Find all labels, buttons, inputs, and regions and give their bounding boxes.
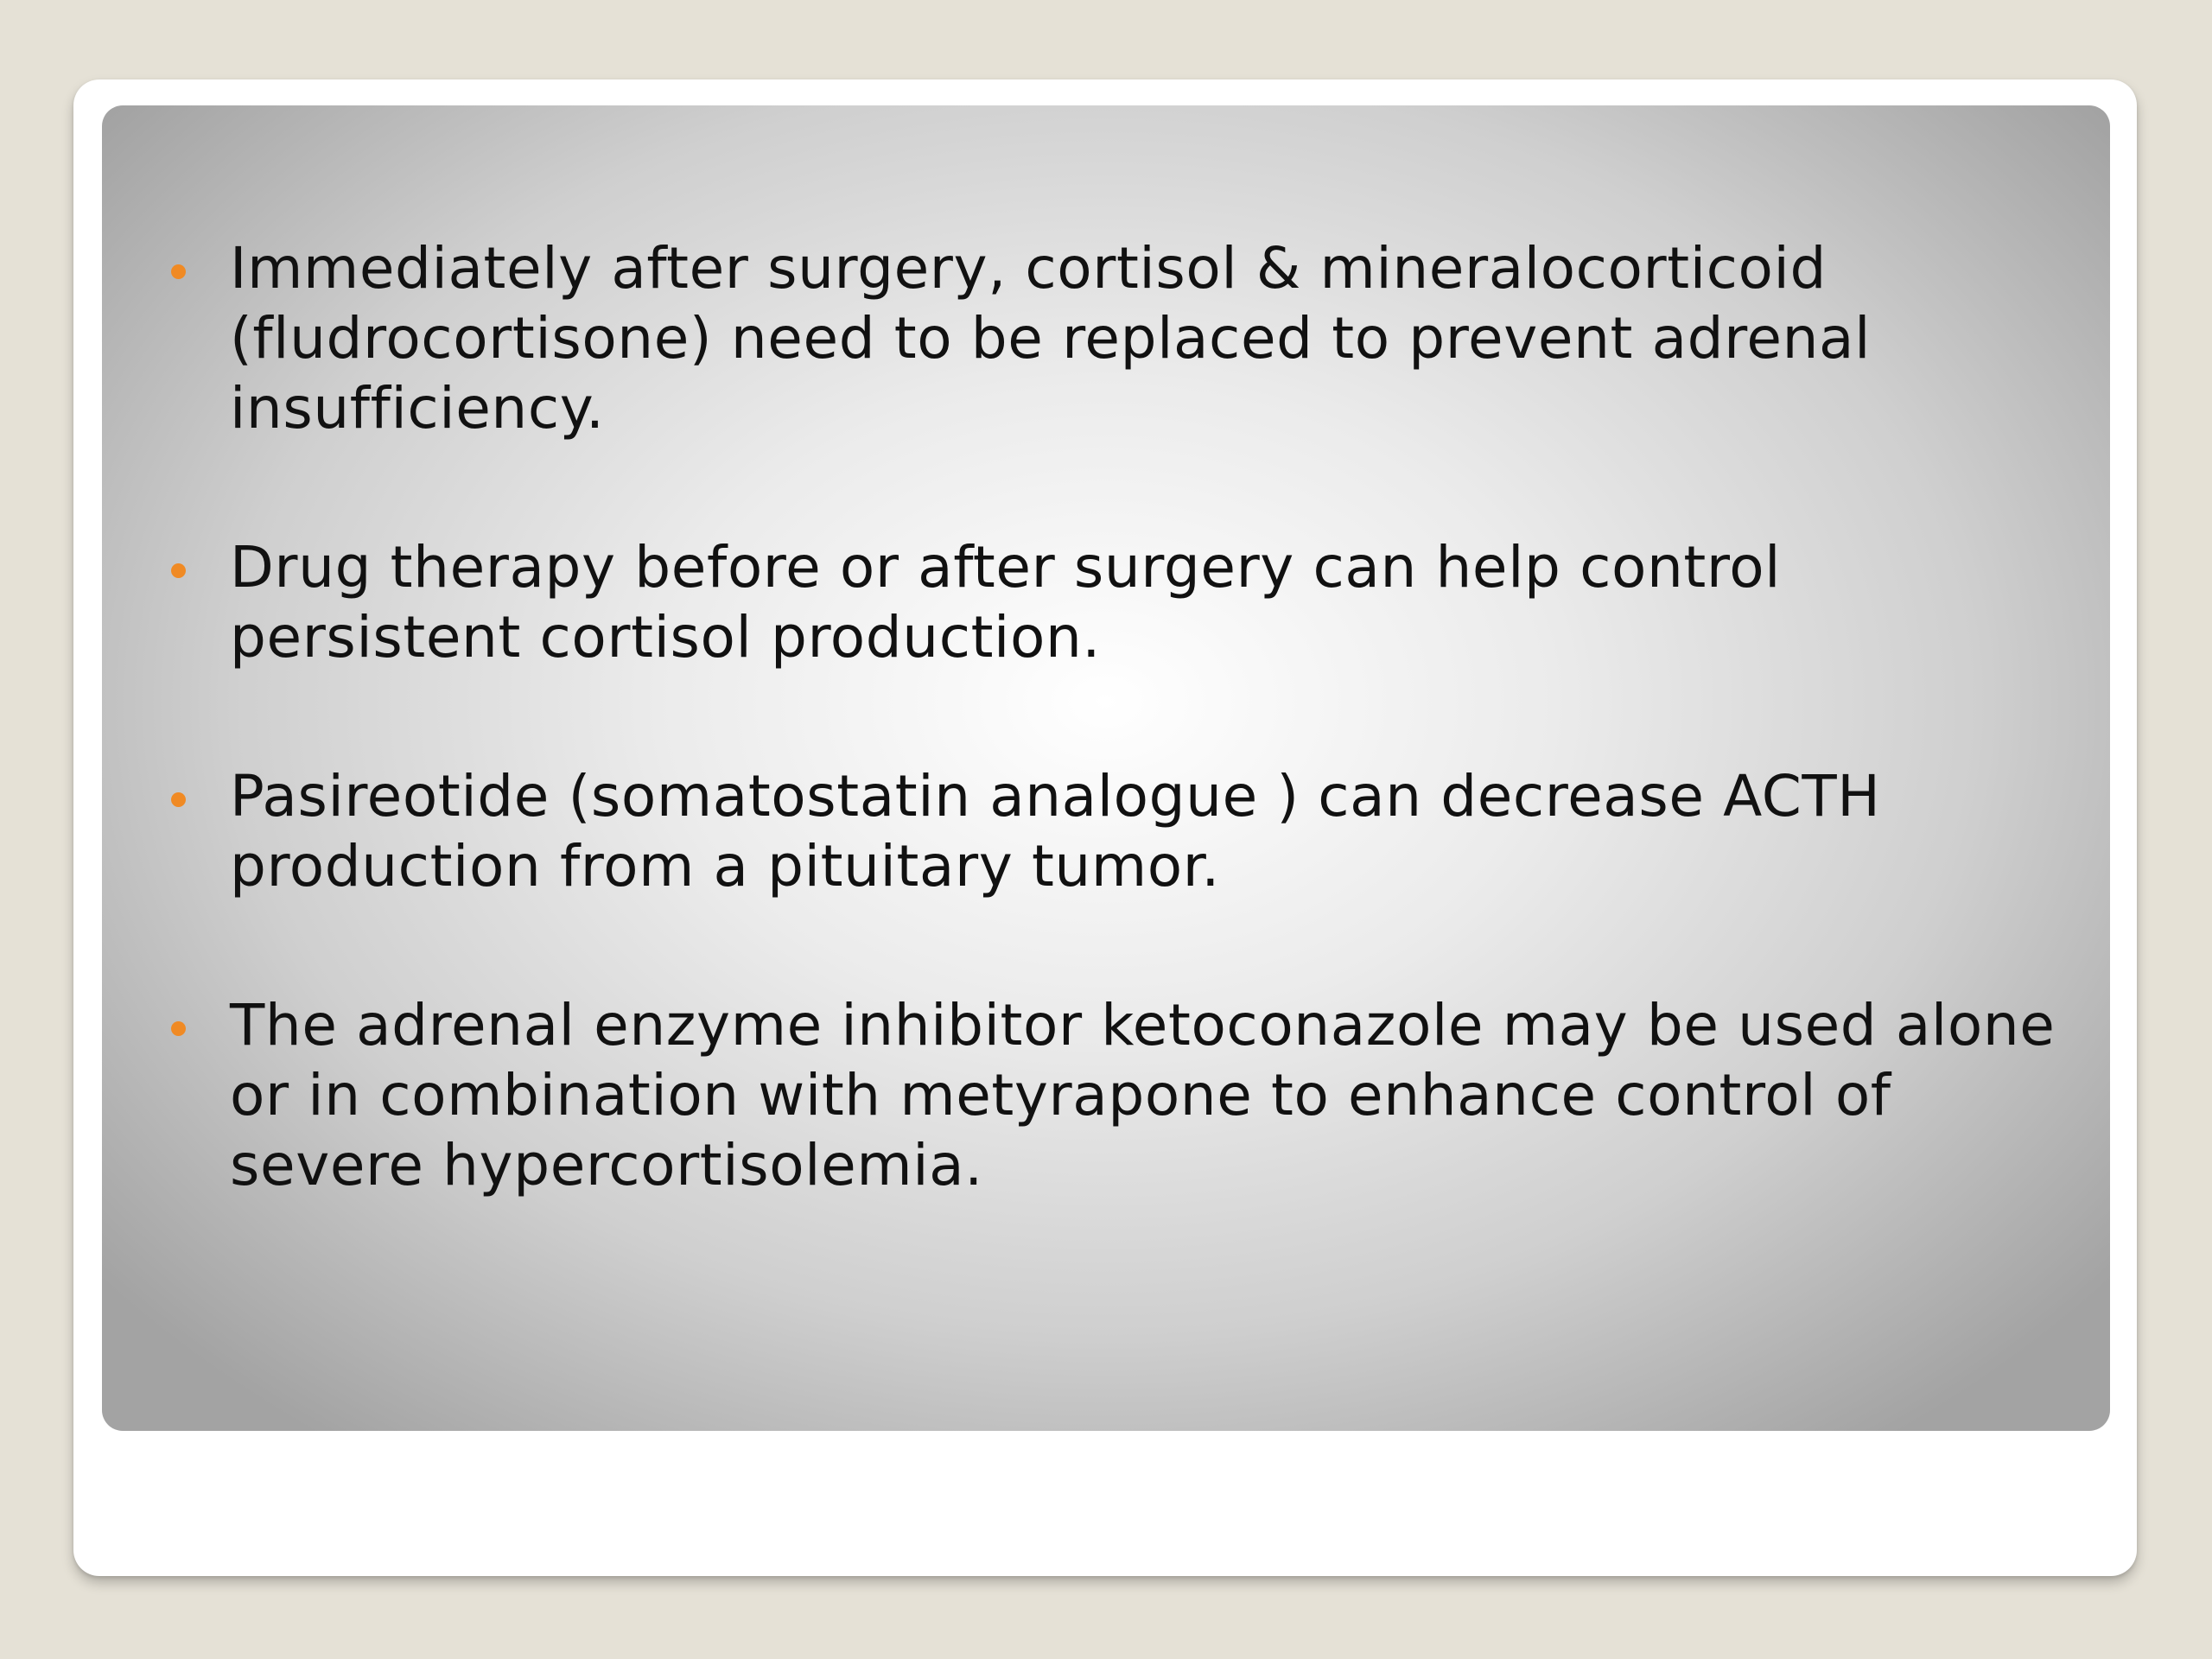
bullet-dot-icon (171, 1021, 186, 1036)
bullet-text: Immediately after surgery, cortisol & mineralocorticoid (fludrocortisone) need to be replaced to prevent adrenal insufficiency. (230, 235, 1872, 442)
bullet-item (102, 761, 2110, 901)
bullet-item (102, 532, 2110, 672)
bullet-text: Drug therapy before or after surgery can help control persistent cortisol production. (230, 534, 1782, 671)
bullet-item (102, 233, 2110, 443)
bullet-dot-icon (171, 264, 186, 279)
bullet-dot-icon (171, 563, 186, 578)
bullet-item (102, 990, 2110, 1200)
bullet-dot-icon (171, 792, 186, 807)
bullet-text: The adrenal enzyme inhibitor ketoconazole may be used alone or in combination with metyrapone to enhance control of severe hypercortisolemia. (230, 992, 2056, 1198)
bullet-list (102, 233, 2110, 1289)
slide-content-panel (102, 105, 2110, 1431)
bullet-text: Pasireotide (somatostatin analogue ) can decrease ACTH production from a pituitary tumor. (230, 763, 1881, 899)
